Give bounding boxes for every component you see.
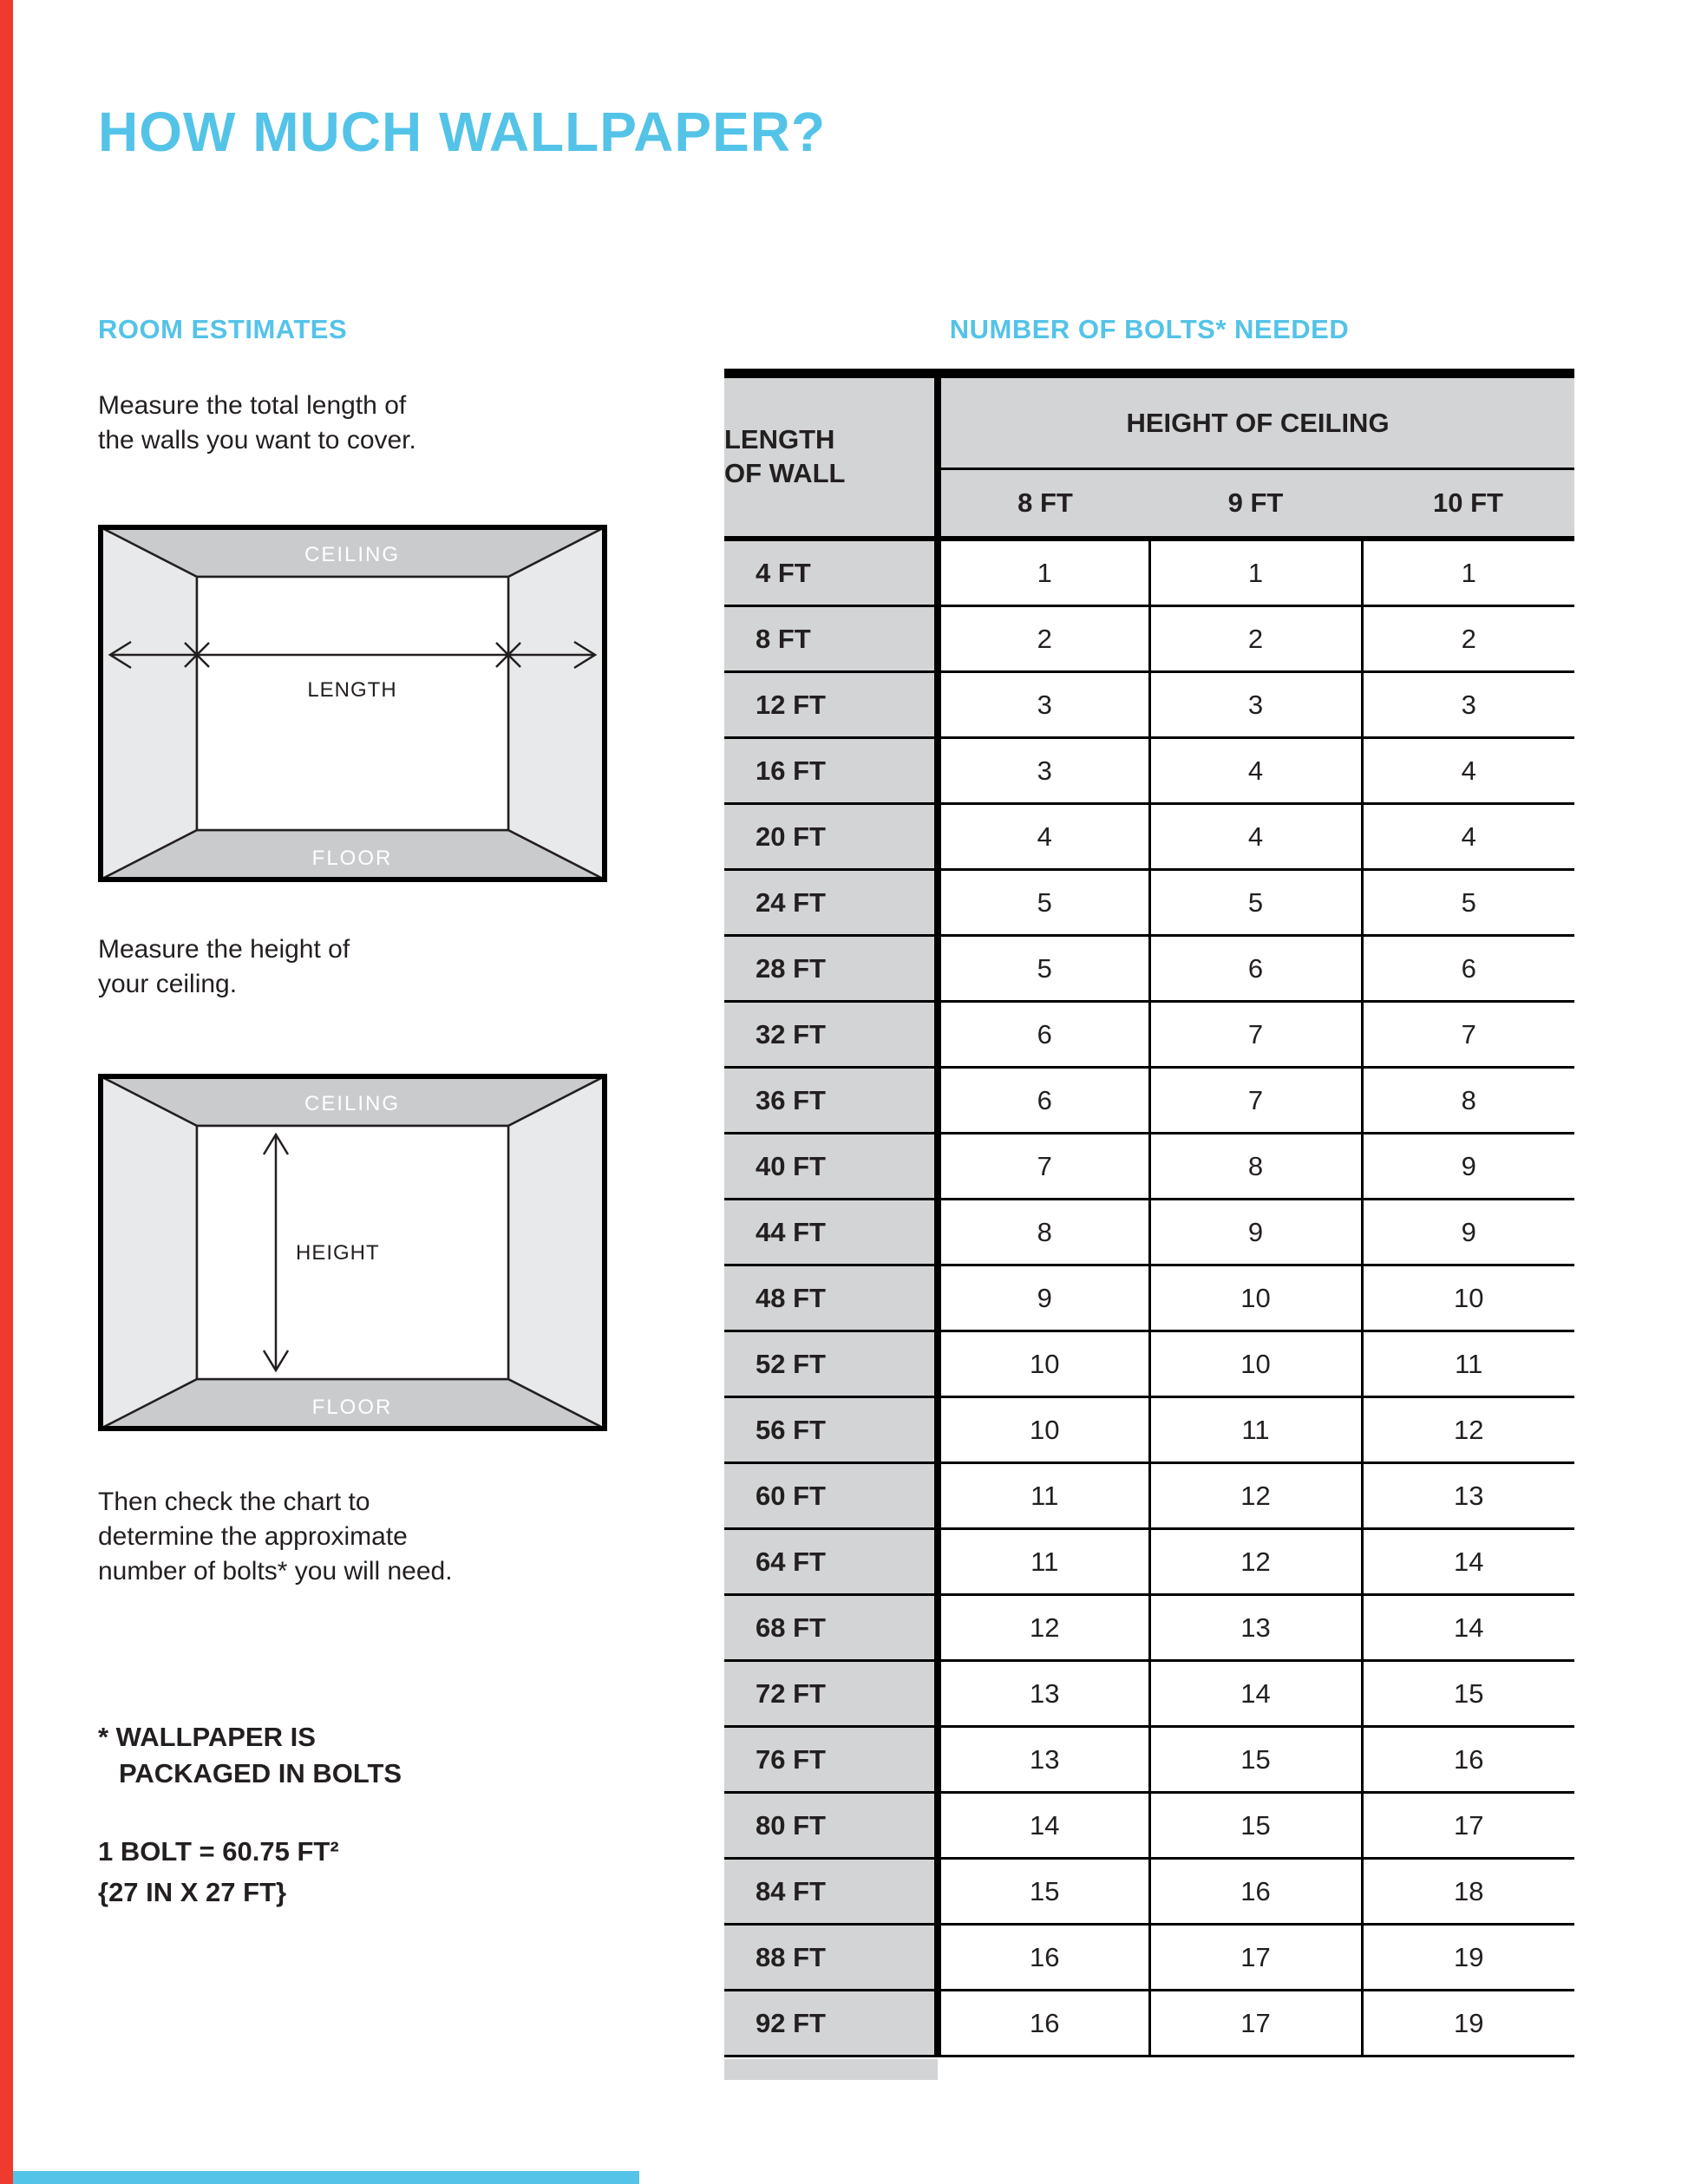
table-row <box>724 1068 1574 1134</box>
bolts-table <box>724 369 1574 2057</box>
table-row <box>724 936 1574 1002</box>
bolt-count-cell: 5 <box>938 936 1149 1002</box>
bolt-count-cell: 5 <box>938 870 1149 936</box>
height-label: HEIGHT <box>296 1241 380 1265</box>
floor-label: FLOOR <box>311 1396 393 1419</box>
bolts-needed-heading: NUMBER OF BOLTS* NEEDED <box>949 314 1350 344</box>
bolt-count-cell: 4 <box>1149 738 1362 804</box>
bolt-count-cell: 12 <box>1149 1529 1362 1595</box>
row-length-label: 40 FT <box>724 1134 938 1200</box>
row-length-label: 72 FT <box>724 1661 938 1727</box>
row-length-label: 88 FT <box>724 1925 938 1991</box>
table-row <box>724 1859 1574 1925</box>
bolt-count-cell: 17 <box>1149 1991 1362 2056</box>
bolt-count-cell: 8 <box>1362 1068 1574 1134</box>
bolt-count-cell: 4 <box>1362 804 1574 870</box>
row-length-label: 16 FT <box>724 738 938 804</box>
column-header-10ft: 10 FT <box>1362 469 1574 539</box>
length-label: LENGTH <box>307 678 397 702</box>
bolt-count-cell: 19 <box>1362 1991 1574 2056</box>
bolt-count-cell: 19 <box>1362 1925 1574 1991</box>
bolt-count-cell: 11 <box>1362 1331 1574 1397</box>
bolt-count-cell: 14 <box>1149 1661 1362 1727</box>
bolt-count-cell: 9 <box>1362 1200 1574 1265</box>
footnote-line2: PACKAGED IN BOLTS <box>119 1757 402 1788</box>
row-length-label: 68 FT <box>724 1595 938 1661</box>
floor-label: FLOOR <box>311 847 393 870</box>
row-length-label: 20 FT <box>724 804 938 870</box>
bolt-count-cell: 14 <box>1362 1529 1574 1595</box>
table-row <box>724 672 1574 738</box>
bolt-count-cell: 9 <box>1362 1134 1574 1200</box>
ceiling-label: CEILING <box>304 1092 401 1115</box>
room-estimates-heading: ROOM ESTIMATES <box>98 314 348 344</box>
bolt-count-cell: 4 <box>1149 804 1362 870</box>
bolt-count-cell: 16 <box>938 1991 1149 2056</box>
bolt-count-cell: 15 <box>938 1859 1149 1925</box>
table-gray-tab <box>724 2059 938 2080</box>
bolt-count-cell: 16 <box>1149 1859 1362 1925</box>
bolt-count-cell: 4 <box>1362 738 1574 804</box>
right-wall-surface <box>508 527 605 879</box>
bolt-count-cell: 11 <box>938 1463 1149 1529</box>
instruction-measure-height: Measure the height of your ceiling. <box>98 935 350 999</box>
table-row <box>724 1331 1574 1397</box>
bolt-count-cell: 6 <box>938 1002 1149 1068</box>
bolt-count-cell: 12 <box>938 1595 1149 1661</box>
bolt-count-cell: 10 <box>938 1397 1149 1463</box>
length-of-wall-header: LENGTH OF WALL <box>724 374 938 539</box>
table-row <box>724 1397 1574 1463</box>
bolt-count-cell: 10 <box>1149 1331 1362 1397</box>
bolt-count-cell: 9 <box>1149 1200 1362 1265</box>
bolt-count-cell: 5 <box>1149 870 1362 936</box>
bolt-count-cell: 15 <box>1362 1661 1574 1727</box>
wallpaper-bolts-footnote <box>98 1719 402 1792</box>
bolt-count-cell: 1 <box>1149 539 1362 606</box>
table-row <box>724 1463 1574 1529</box>
bottom-blue-bar <box>13 2171 639 2184</box>
room-length-diagram-svg <box>98 525 607 882</box>
bolt-count-cell: 2 <box>938 606 1149 672</box>
left-edge-red-stripe <box>0 0 13 2184</box>
table-row <box>724 1529 1574 1595</box>
bolt-count-cell: 9 <box>938 1265 1149 1331</box>
table-row <box>724 606 1574 672</box>
bolt-count-cell: 2 <box>1362 606 1574 672</box>
bolt-count-cell: 12 <box>1362 1397 1574 1463</box>
room-height-diagram <box>98 1074 607 1435</box>
table-row <box>724 1200 1574 1265</box>
instruction-measure-length: Measure the total length of the walls you want to cover. <box>98 391 416 455</box>
table-row <box>724 870 1574 936</box>
bolt-count-cell: 18 <box>1362 1859 1574 1925</box>
table-group-header-row <box>724 374 1574 469</box>
bolt-count-cell: 4 <box>938 804 1149 870</box>
bolt-count-cell: 13 <box>1149 1595 1362 1661</box>
table-row <box>724 1595 1574 1661</box>
left-wall-surface <box>101 1076 197 1429</box>
ceiling-label: CEILING <box>304 543 401 566</box>
row-length-label: 60 FT <box>724 1463 938 1529</box>
row-length-label: 32 FT <box>724 1002 938 1068</box>
bolt-count-cell: 3 <box>1362 672 1574 738</box>
row-length-label: 8 FT <box>724 606 938 672</box>
bolt-count-cell: 3 <box>1149 672 1362 738</box>
bolt-count-cell: 1 <box>938 539 1149 606</box>
bolt-count-cell: 7 <box>1149 1002 1362 1068</box>
bolt-count-cell: 11 <box>1149 1397 1362 1463</box>
row-length-label: 48 FT <box>724 1265 938 1331</box>
back-wall-surface <box>197 577 508 830</box>
row-length-label: 44 FT <box>724 1200 938 1265</box>
column-header-9ft: 9 FT <box>1149 469 1362 539</box>
bolt-count-cell: 15 <box>1149 1793 1362 1859</box>
table-row <box>724 539 1574 606</box>
bolt-count-cell: 10 <box>1149 1265 1362 1331</box>
bolt-count-cell: 10 <box>1362 1265 1574 1331</box>
row-length-label: 36 FT <box>724 1068 938 1134</box>
bolt-count-cell: 6 <box>1149 936 1362 1002</box>
bolt-count-cell: 7 <box>1149 1068 1362 1134</box>
bolt-count-cell: 15 <box>1149 1727 1362 1793</box>
row-length-label: 28 FT <box>724 936 938 1002</box>
bolt-count-cell: 17 <box>1362 1793 1574 1859</box>
bolt-count-cell: 16 <box>938 1925 1149 1991</box>
room-height-diagram-svg <box>98 1074 607 1431</box>
footnote-line1: * WALLPAPER IS <box>98 1722 316 1752</box>
table-row <box>724 1727 1574 1793</box>
table-row <box>724 1925 1574 1991</box>
bolt-count-cell: 1 <box>1362 539 1574 606</box>
table-row <box>724 1265 1574 1331</box>
page-title: HOW MUCH WALLPAPER? <box>98 100 827 163</box>
table-row <box>724 1134 1574 1200</box>
bolt-count-cell: 7 <box>1362 1002 1574 1068</box>
bolt-definition: 1 BOLT = 60.75 FT² {27 IN X 27 FT} <box>98 1836 339 1907</box>
table-row <box>724 1991 1574 2056</box>
bolt-count-cell: 3 <box>938 672 1149 738</box>
table-row <box>724 1793 1574 1859</box>
bolt-count-cell: 3 <box>938 738 1149 804</box>
bolt-count-cell: 6 <box>938 1068 1149 1134</box>
bolt-count-cell: 8 <box>938 1200 1149 1265</box>
row-length-label: 52 FT <box>724 1331 938 1397</box>
bolt-count-cell: 6 <box>1362 936 1574 1002</box>
row-length-label: 12 FT <box>724 672 938 738</box>
bolt-count-cell: 13 <box>938 1727 1149 1793</box>
table-row <box>724 738 1574 804</box>
row-length-label: 56 FT <box>724 1397 938 1463</box>
row-length-label: 92 FT <box>724 1991 938 2056</box>
height-of-ceiling-header: HEIGHT OF CEILING <box>938 374 1574 469</box>
bolt-count-cell: 12 <box>1149 1463 1362 1529</box>
bolts-table-body <box>724 539 1574 2056</box>
bolt-count-cell: 7 <box>938 1134 1149 1200</box>
bolt-count-cell: 10 <box>938 1331 1149 1397</box>
row-length-label: 64 FT <box>724 1529 938 1595</box>
table-row <box>724 1661 1574 1727</box>
bolt-count-cell: 14 <box>1362 1595 1574 1661</box>
bolt-count-cell: 11 <box>938 1529 1149 1595</box>
left-wall-surface <box>101 527 197 879</box>
column-header-8ft: 8 FT <box>938 469 1149 539</box>
bolt-count-cell: 16 <box>1362 1727 1574 1793</box>
bolt-count-cell: 2 <box>1149 606 1362 672</box>
bolt-count-cell: 17 <box>1149 1925 1362 1991</box>
bolt-count-cell: 5 <box>1362 870 1574 936</box>
row-length-label: 4 FT <box>724 539 938 606</box>
bolt-count-cell: 13 <box>938 1661 1149 1727</box>
bolt-count-cell: 14 <box>938 1793 1149 1859</box>
instruction-check-chart: Then check the chart to determine the approximate number of bolts* you will need. <box>98 1488 453 1586</box>
row-length-label: 24 FT <box>724 870 938 936</box>
right-wall-surface <box>508 1076 605 1429</box>
row-length-label: 84 FT <box>724 1859 938 1925</box>
row-length-label: 80 FT <box>724 1793 938 1859</box>
row-length-label: 76 FT <box>724 1727 938 1793</box>
bolt-count-cell: 8 <box>1149 1134 1362 1200</box>
table-row <box>724 1002 1574 1068</box>
room-length-diagram <box>98 525 607 886</box>
bolt-count-cell: 13 <box>1362 1463 1574 1529</box>
table-row <box>724 804 1574 870</box>
